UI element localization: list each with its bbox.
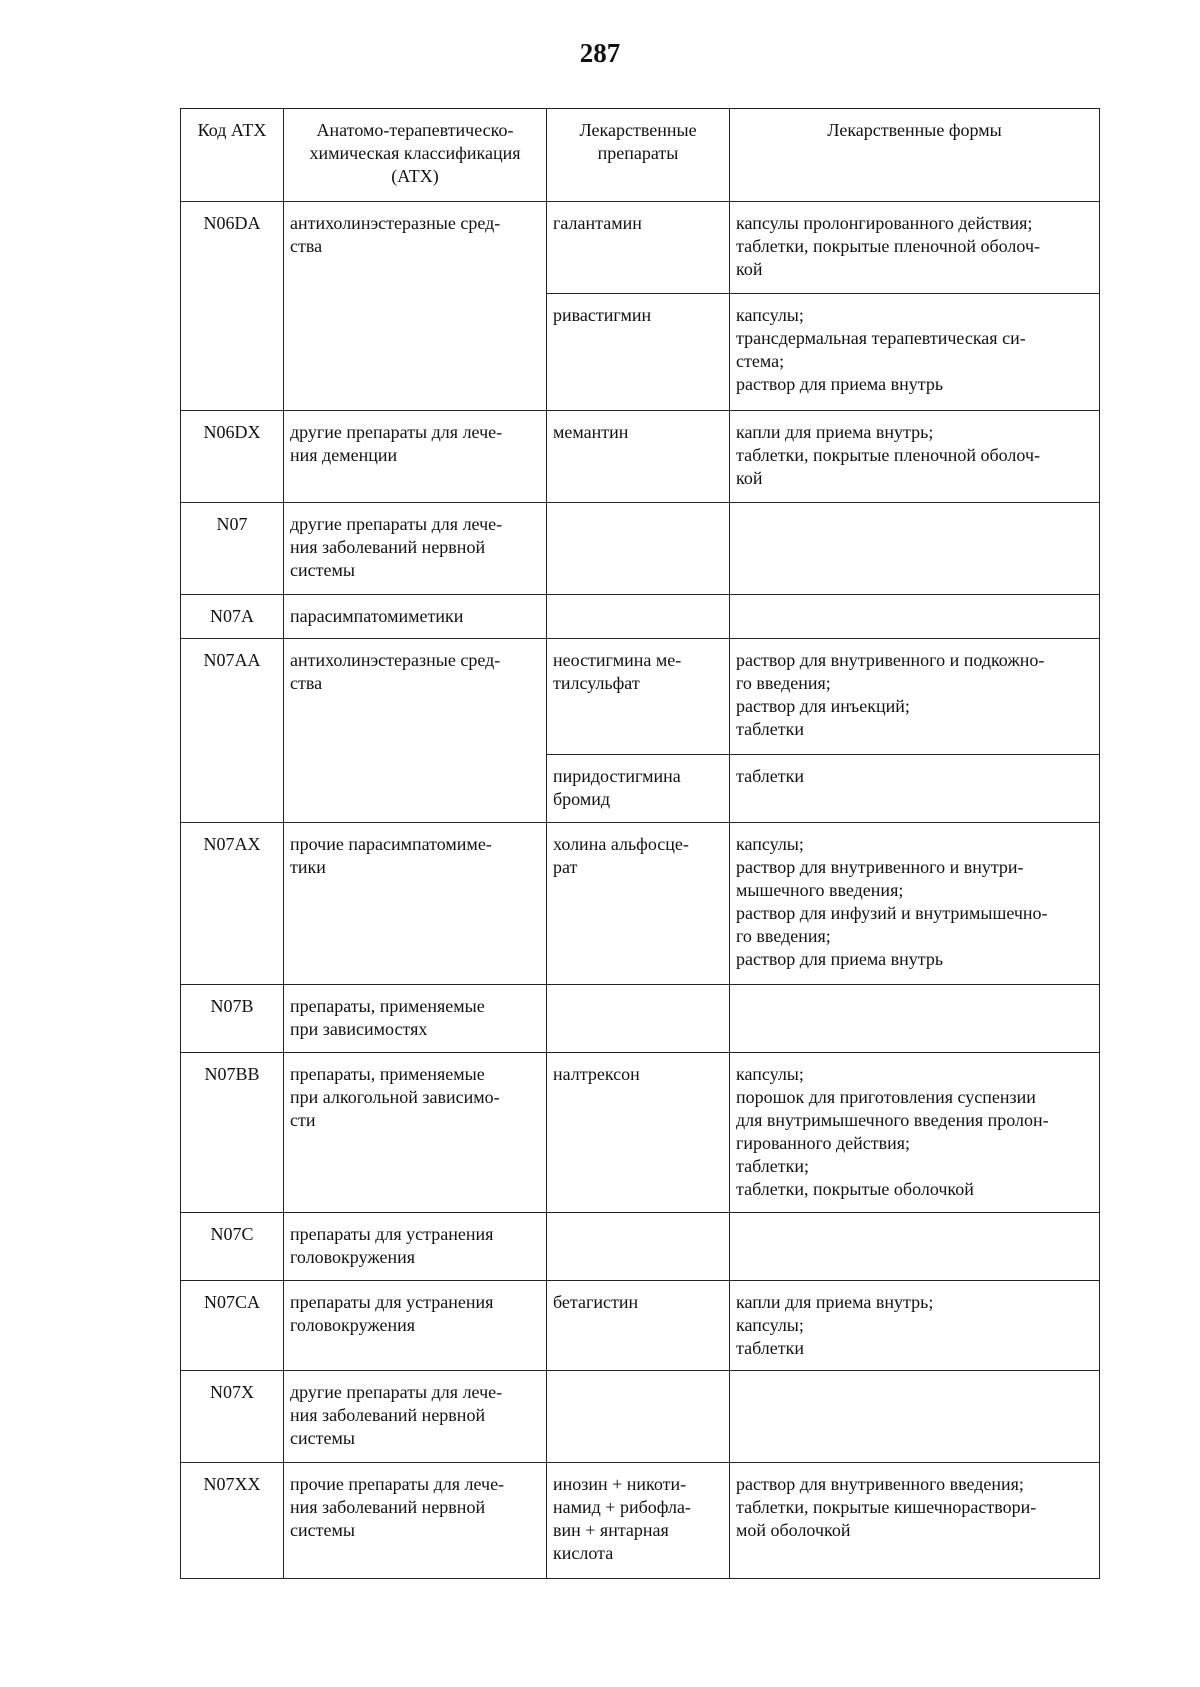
dosage-forms <box>730 503 1100 595</box>
dosage-forms: капли для приема внутрь; капсулы; таблетки <box>730 1281 1100 1371</box>
table-row <box>181 1281 1100 1371</box>
drug-name <box>547 985 730 1053</box>
atc-code: N07 <box>181 503 284 595</box>
atc-classification: препараты, применяемые при алкогольной зависимо- сти <box>284 1053 547 1213</box>
table-row <box>181 1371 1100 1463</box>
drug-name <box>547 1213 730 1281</box>
drug-name: неостигмина ме- тилсульфат <box>547 639 730 755</box>
atc-code: N07XX <box>181 1463 284 1579</box>
table-row <box>181 1463 1100 1579</box>
header-forms: Лекарственные формы <box>730 109 1100 202</box>
header-code: Код АТХ <box>181 109 284 202</box>
table-row <box>181 202 1100 294</box>
atc-classification: антихолинэстеразные сред- ства <box>284 202 547 411</box>
table-row <box>181 1053 1100 1213</box>
atc-classification: прочие препараты для лече- ния заболеваний нервной системы <box>284 1463 547 1579</box>
page-number: 287 <box>579 38 621 68</box>
table-row <box>181 639 1100 755</box>
dosage-forms <box>730 1213 1100 1281</box>
drug-name: мемантин <box>547 411 730 503</box>
drug-name <box>547 1371 730 1463</box>
dosage-forms <box>730 985 1100 1053</box>
drug-name: бетагистин <box>547 1281 730 1371</box>
atc-code: N07B <box>181 985 284 1053</box>
drug-name: галантамин <box>547 202 730 294</box>
atc-code: N07A <box>181 595 284 639</box>
dosage-forms <box>730 595 1100 639</box>
atc-code: N07X <box>181 1371 284 1463</box>
atc-code: N07AA <box>181 639 284 823</box>
dosage-forms: раствор для внутривенного введения; таблетки, покрытые кишечнораствори- мой оболочкой <box>730 1463 1100 1579</box>
atc-code: N06DX <box>181 411 284 503</box>
drug-name: холина альфосце- рат <box>547 823 730 985</box>
atc-classification: прочие парасимпатомиме- тики <box>284 823 547 985</box>
atc-classification: препараты, применяемые при зависимостях <box>284 985 547 1053</box>
table-row <box>181 411 1100 503</box>
table-header-row <box>181 109 1100 202</box>
atc-classification: другие препараты для лече- ния заболеваний нервной системы <box>284 503 547 595</box>
atc-classification: другие препараты для лече- ния заболеваний нервной системы <box>284 1371 547 1463</box>
dosage-forms: таблетки <box>730 755 1100 823</box>
table-row <box>181 823 1100 985</box>
atc-code: N07CA <box>181 1281 284 1371</box>
atc-classification: антихолинэстеразные сред- ства <box>284 639 547 823</box>
drug-name: ривастигмин <box>547 294 730 411</box>
header-classification: Анатомо-терапевтическо- химическая классификация (АТХ) <box>284 109 547 202</box>
drug-name <box>547 595 730 639</box>
dosage-forms: капсулы пролонгированного действия; таблетки, покрытые пленочной оболоч- кой <box>730 202 1100 294</box>
dosage-forms: капсулы; порошок для приготовления суспензии для внутримышечного введения пролон- гированного действия; таблетки; таблетки, покрытые оболочкой <box>730 1053 1100 1213</box>
atc-classification: другие препараты для лече- ния деменции <box>284 411 547 503</box>
dosage-forms <box>730 1371 1100 1463</box>
drug-name: инозин + никоти- намид + рибофла- вин + янтарная кислота <box>547 1463 730 1579</box>
header-drugs: Лекарственные препараты <box>547 109 730 202</box>
drug-name <box>547 503 730 595</box>
atc-code: N07C <box>181 1213 284 1281</box>
table-row <box>181 503 1100 595</box>
dosage-forms: раствор для внутривенного и подкожно- го введения; раствор для инъекций; таблетки <box>730 639 1100 755</box>
drug-name: налтрексон <box>547 1053 730 1213</box>
drug-name: пиридостигмина бромид <box>547 755 730 823</box>
atc-code: N07AX <box>181 823 284 985</box>
atc-code: N07BB <box>181 1053 284 1213</box>
dosage-forms: капли для приема внутрь; таблетки, покрытые пленочной оболоч- кой <box>730 411 1100 503</box>
table-row <box>181 595 1100 639</box>
atc-table <box>180 108 1100 1579</box>
dosage-forms: капсулы; трансдермальная терапевтическая си- стема; раствор для приема внутрь <box>730 294 1100 411</box>
table-row <box>181 985 1100 1053</box>
atc-classification: препараты для устранения головокружения <box>284 1213 547 1281</box>
atc-classification: препараты для устранения головокружения <box>284 1281 547 1371</box>
atc-code: N06DA <box>181 202 284 411</box>
dosage-forms: капсулы; раствор для внутривенного и внутри- мышечного введения; раствор для инфузий и внутримышечно- го введения; раствор для приема внутрь <box>730 823 1100 985</box>
atc-classification: парасимпатомиметики <box>284 595 547 639</box>
table-row <box>181 1213 1100 1281</box>
